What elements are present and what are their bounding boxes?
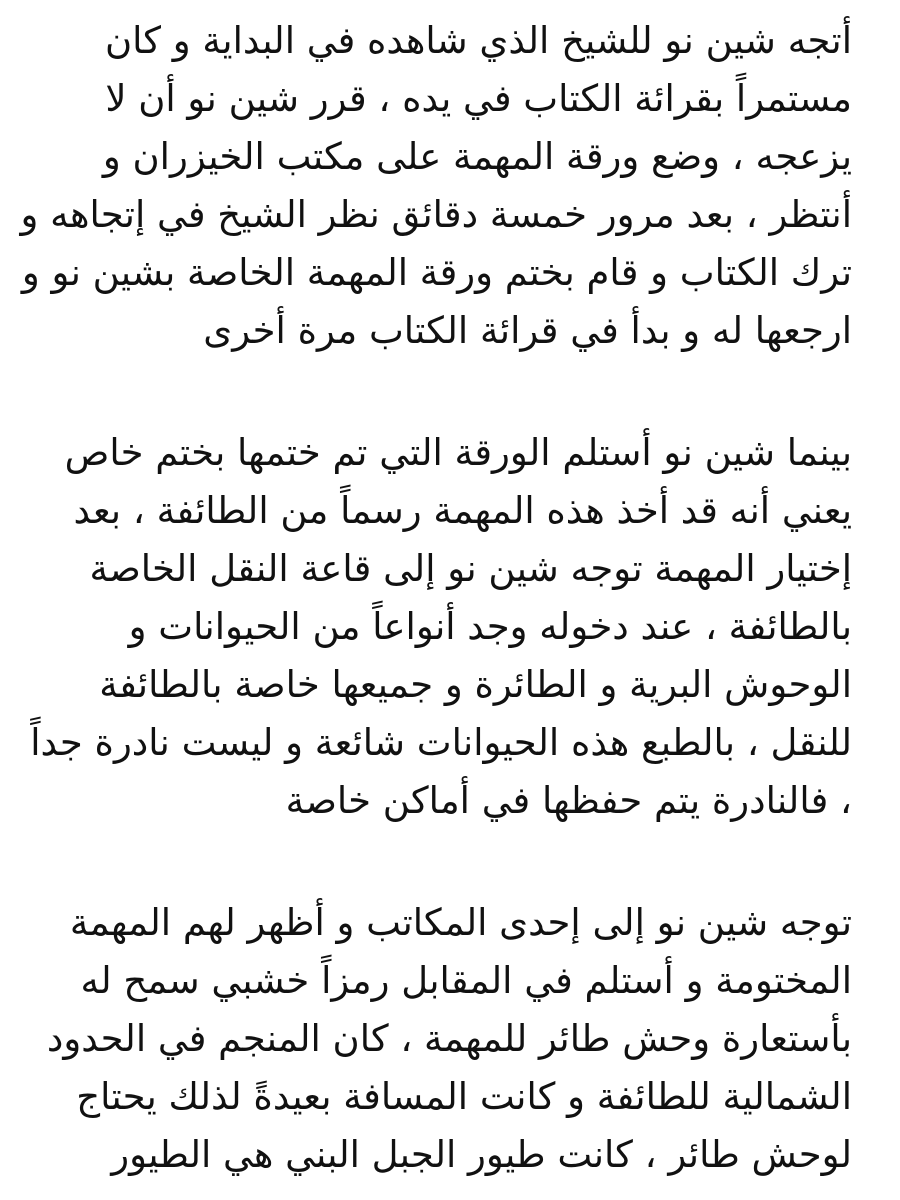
text-line: بالطائفة ، عند دخوله وجد أنواعاً من الحيوانات و [128,605,852,648]
text-line: مستمراً بقرائة الكتاب في يده ، قرر شين نو أن لا [105,77,852,120]
text-line: يزعجه ، وضع ورقة المهمة على مكتب الخيزران و [102,135,852,178]
text-line: الشمالية للطائفة و كانت المسافة بعيدةً لذلك يحتاج [76,1075,852,1118]
text-line: للنقل ، بالطبع هذه الحيوانات شائعة و ليست نادرة جداً [30,721,852,764]
text-line: المختومة و أستلم في المقابل رمزاً خشبي سمح له [80,959,852,1002]
paragraph-1 [20,12,852,360]
text-line: أتجه شين نو للشيخ الذي شاهده في البداية و كان [104,19,852,62]
text-line: يعني أنه قد أخذ هذه المهمة رسماً من الطائفة ، بعد [73,489,852,532]
text-line: الوحوش البرية و الطائرة و جميعها خاصة بالطائفة [99,663,852,706]
paragraph-3 [40,894,852,1184]
text-line: إختيار المهمة توجه شين نو إلى قاعة النقل الخاصة [89,547,852,590]
text-line: أنتظر ، بعد مرور خمسة دقائق نظر الشيخ في إتجاهه و [20,193,852,236]
text-line: ترك الكتاب و قام بختم ورقة المهمة الخاصة بشين نو و [21,251,852,294]
text-line: ارجعها له و بدأ في قرائة الكتاب مرة أخرى [203,309,852,352]
paragraph-2 [30,424,852,830]
text-line: توجه شين نو إلى إحدى المكاتب و أظهر لهم المهمة [69,901,852,944]
text-line: لوحش طائر ، كانت طيور الجبل البني هي الطيور [111,1133,852,1176]
text-line: بينما شين نو أستلم الورقة التي تم ختمها بختم خاص [64,431,852,474]
text-line: بأستعارة وحش طائر للمهمة ، كان المنجم في الحدود [46,1017,852,1060]
text-line: ، فالنادرة يتم حفظها في أماكن خاصة [285,779,852,822]
